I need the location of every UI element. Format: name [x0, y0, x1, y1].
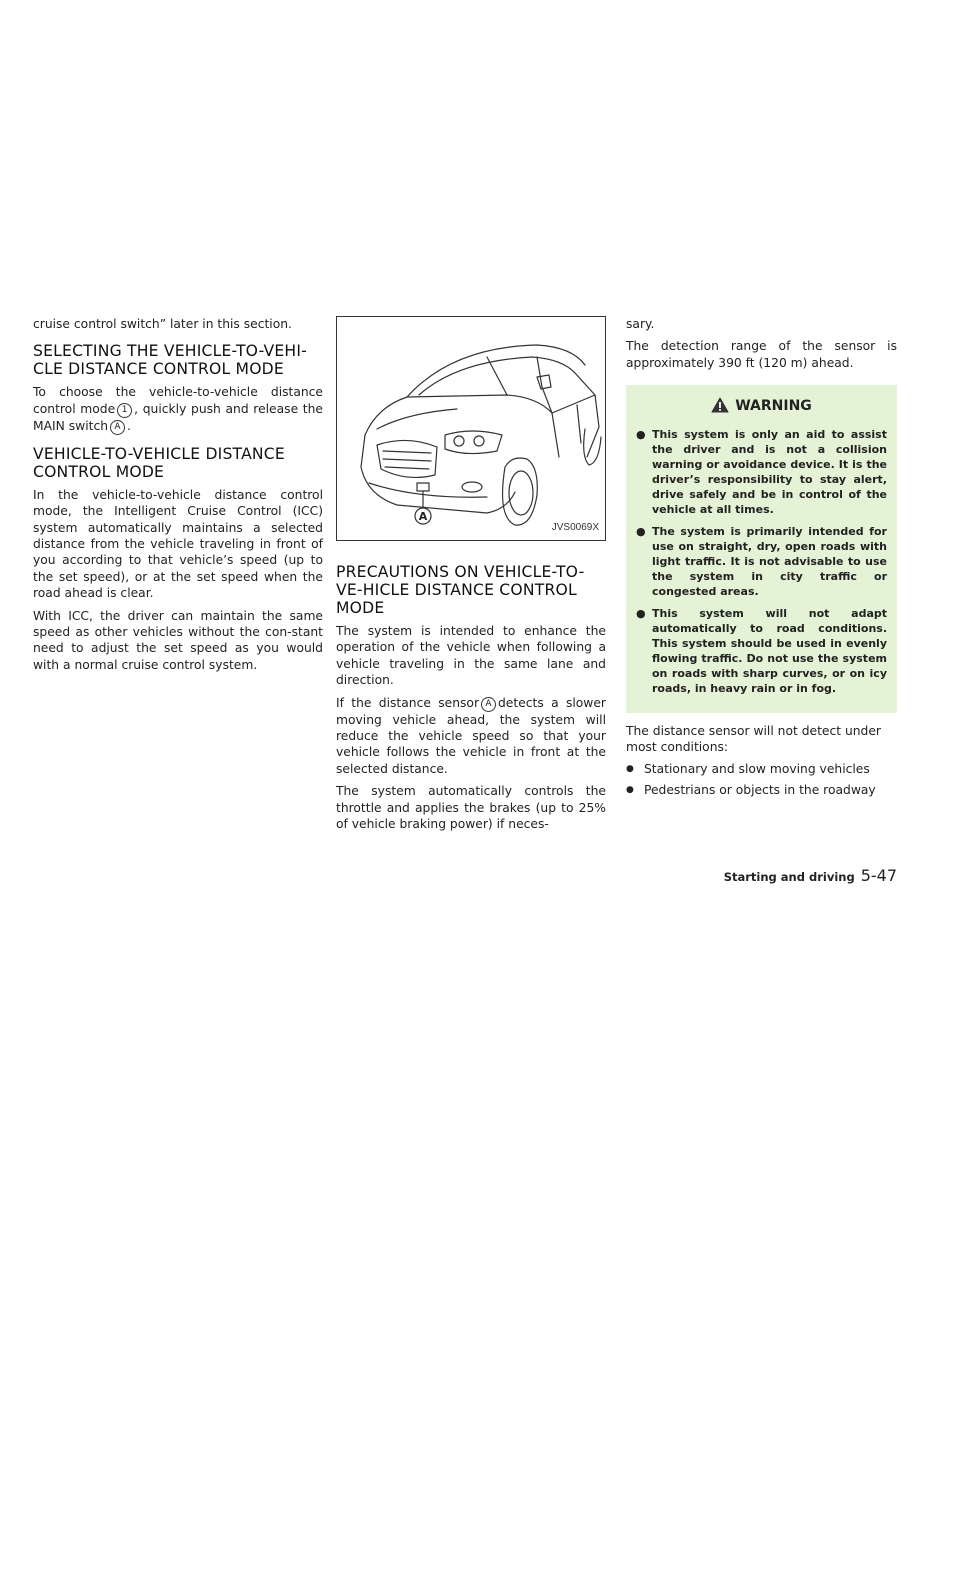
continued-text: sary. — [626, 317, 655, 331]
callout-a: A — [481, 697, 496, 712]
bullet-icon: ● — [626, 784, 634, 795]
page-number: 5-47 — [860, 866, 897, 885]
list-text: Stationary and slow moving vehicles — [644, 762, 870, 777]
continued-text: cruise control switch” later in this section. — [33, 317, 292, 331]
callout-a: A — [110, 420, 125, 435]
bullet-icon: ● — [636, 606, 646, 620]
warning-item — [636, 427, 887, 517]
warning-text: This system is only an aid to assist the driver and is not a collision warning or avoidance device. It is the driver’s responsibility to stay alert, drive safely and be in control of the vehicle at all times. — [652, 427, 887, 516]
warning-header — [636, 397, 887, 414]
bullet-icon: ● — [626, 764, 634, 775]
figure-callout-a: A — [418, 510, 428, 523]
middle-column — [336, 316, 606, 838]
callout-1: 1 — [117, 403, 132, 418]
car-drawing — [337, 317, 607, 540]
heading-distance-control-mode: VEHICLE-TO-VEHICLE DISTANCE CONTROL MODE — [33, 444, 285, 481]
warning-item — [636, 524, 887, 599]
paragraph-mode-2: With ICC, the driver can maintain the same speed as other vehicles without the con-stant need to adjust the set speed as you would with a normal cruise control system. — [33, 608, 323, 672]
section-name: Starting and driving — [723, 870, 855, 884]
paragraph-precautions-3: The system automatically controls the throttle and applies the brakes (up to 25% of vehicle braking power) if neces- — [336, 784, 606, 832]
text-segment: To choose the vehicle-to-vehicle distance control mode — [33, 385, 323, 416]
left-column — [33, 316, 323, 679]
paragraph-not-detect: The distance sensor will not detect under most conditions: — [626, 723, 881, 755]
list-text: Pedestrians or objects in the roadway — [644, 782, 876, 797]
text-segment: If the distance sensor — [336, 695, 479, 710]
warning-item — [636, 606, 887, 696]
bullet-icon: ● — [636, 524, 646, 538]
right-column — [626, 316, 897, 802]
list-item — [626, 761, 897, 777]
paragraph-selecting-mode — [33, 384, 323, 434]
heading-precautions: PRECAUTIONS ON VEHICLE-TO-VE-HICLE DISTANCE CONTROL MODE — [336, 563, 585, 617]
text-segment: . — [127, 418, 131, 433]
warning-box — [626, 385, 897, 712]
figure-code: JVS0069X — [551, 521, 599, 533]
paragraph-precautions-2 — [336, 695, 606, 778]
warning-triangle-icon — [711, 397, 729, 413]
list-item — [626, 782, 897, 798]
heading-selecting-mode: SELECTING THE VEHICLE-TO-VEHI-CLE DISTANCE CONTROL MODE — [33, 342, 307, 379]
warning-text: The system is primarily intended for use on straight, dry, open roads with light traffic. It is not advisable to use the system in city traffic or congested areas. — [652, 524, 887, 598]
car-illustration — [336, 316, 606, 541]
warning-title: WARNING — [735, 398, 812, 415]
text-segment: detects a slower moving vehicle ahead, the system will reduce the vehicle speed so that your vehicle follows the vehicle in front at the selected distance. — [336, 695, 606, 776]
paragraph-detection-range: The detection range of the sensor is approximately 390 ft (120 m) ahead. — [626, 339, 897, 370]
text-segment: , quickly push and release the MAIN switch — [33, 401, 323, 433]
paragraph-precautions-1: The system is intended to enhance the operation of the vehicle when following a vehicle traveling in the same lane and direction. — [336, 624, 606, 688]
page-footer — [690, 866, 897, 885]
paragraph-mode-1: In the vehicle-to-vehicle distance control mode, the Intelligent Cruise Control (ICC) system automatically maintains a selected distance from the vehicle traveling in front of you according to that vehicle’s speed (up to the set speed), or at the set speed when the road ahead is clear. — [33, 487, 323, 601]
warning-text: This system will not adapt automatically to road conditions. This system should be used in evenly flowing traffic. Do not use the system on roads with sharp curves, or on icy roads, in heavy rain or in fog. — [652, 606, 887, 695]
bullet-icon: ● — [636, 427, 646, 441]
